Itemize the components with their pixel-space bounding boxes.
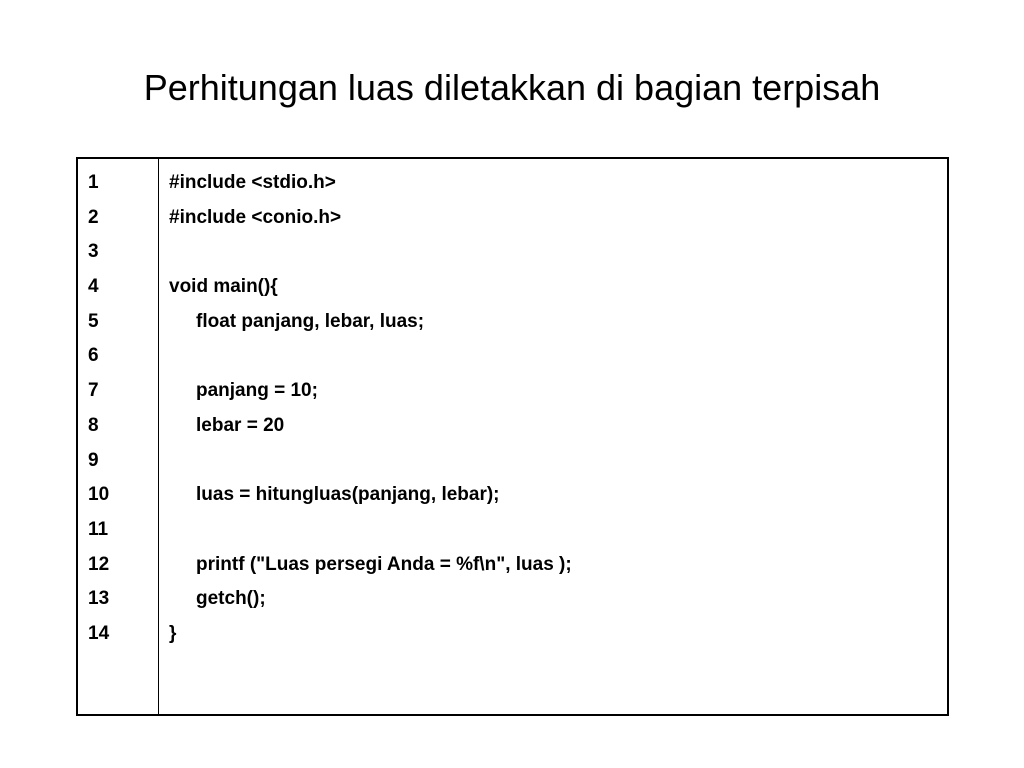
line-number: 14 (88, 622, 110, 644)
code-line: panjang = 10; (196, 380, 318, 402)
line-number-column (78, 159, 159, 714)
code-line (169, 235, 947, 270)
line-number: 1 (88, 172, 99, 193)
code-line: #include <stdio.h> (169, 172, 336, 193)
slide-title: Perhitungan luas diletakkan di bagian terpisah (143, 67, 881, 108)
line-number: 6 (88, 345, 99, 367)
line-number: 4 (88, 276, 99, 298)
line-number: 3 (88, 241, 99, 263)
line-number: 9 (88, 449, 99, 471)
code-column (159, 159, 947, 721)
line-number: 5 (88, 310, 99, 332)
code-line: luas = hitungluas(panjang, lebar); (196, 484, 500, 506)
code-table (76, 157, 949, 716)
code-line: #include <conio.h> (169, 206, 342, 228)
code-line (169, 444, 947, 479)
line-number: 7 (88, 380, 99, 402)
line-number: 2 (88, 206, 99, 228)
code-line: printf ("Luas persegi Anda = %f\n", luas ); (196, 553, 572, 575)
line-number: 12 (88, 553, 110, 575)
line-number: 13 (88, 588, 110, 610)
line-number: 10 (88, 484, 110, 506)
code-line: } (169, 622, 177, 644)
code-line (169, 339, 947, 374)
code-line: float panjang, lebar, luas; (196, 310, 425, 332)
code-line: lebar = 20 (196, 414, 285, 436)
code-line: void main(){ (169, 276, 278, 298)
line-number: 8 (88, 414, 99, 436)
code-line: getch(); (196, 588, 266, 610)
line-number: 11 (88, 518, 109, 540)
code-line (169, 513, 947, 548)
